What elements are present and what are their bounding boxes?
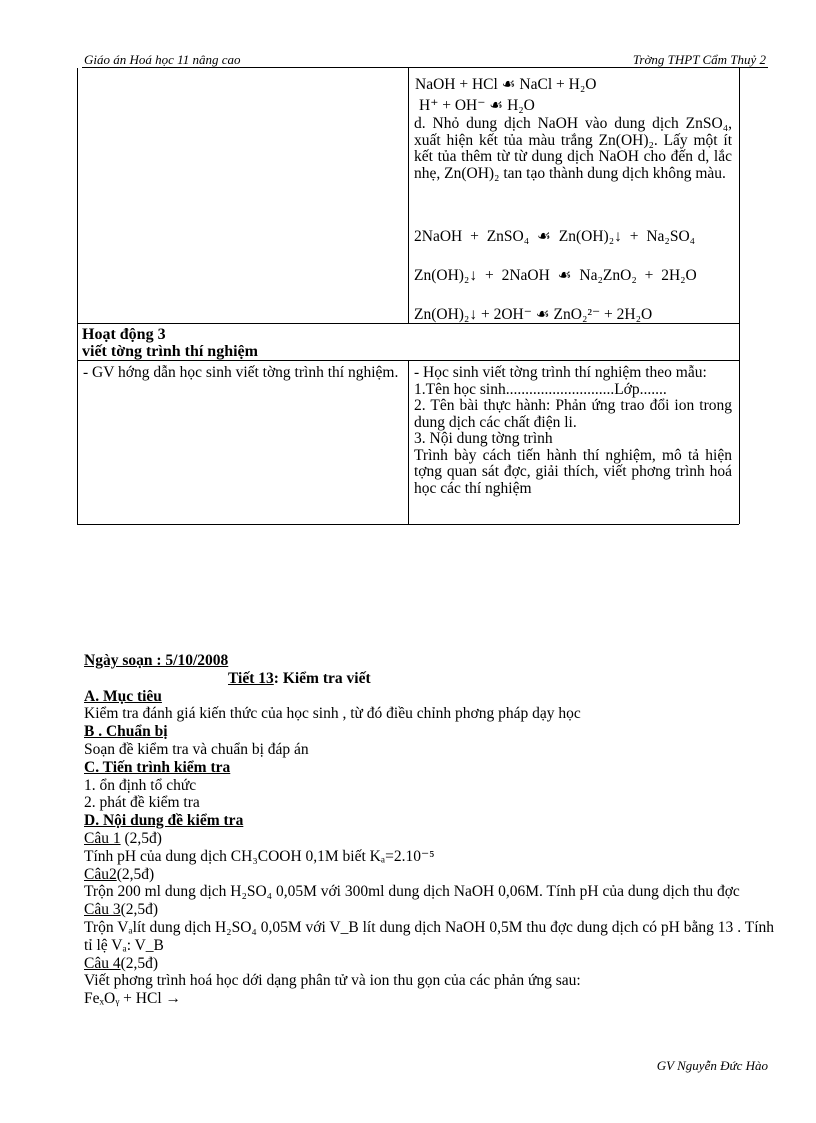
question-2-points: (2,5đ) xyxy=(116,865,155,883)
student-line: 1.Tên học sinh............................Lớp....... xyxy=(414,380,667,398)
section-c-item-1: 1. ổn định tổ chức xyxy=(84,776,197,794)
paragraph-d-text: d. Nhỏ dung dịch NaOH vào dung dịch ZnSO₄, xuất hiện kết tủa màu trắng Zn(OH)₂. Lấy một ít kết tủa thêm từ từ dung dịch NaOH cho đến d, lắc nhẹ, Zn(OH)₂ tan tạo thành dung dịch không màu. xyxy=(414,115,732,182)
question-3-label: Câu 3 xyxy=(84,901,121,919)
question-2-header xyxy=(84,866,774,884)
equation-text: 2NaOH + ZnSO₄ ☙ Zn(OH)₂↓ + Na₂SO₄ xyxy=(414,228,696,245)
section-c-heading: C. Tiến trình kiểm tra xyxy=(84,758,231,776)
table-rule-bottom xyxy=(77,524,739,525)
equation-text: Zn(OH)₂↓ + 2OH⁻ ☙ ZnO₂²⁻ + 2H₂O xyxy=(414,307,653,323)
equation-znoh2-oh xyxy=(414,307,732,323)
question-2-text: Trộn 200 ml dung dịch H₂SO₄ 0,05M với 300ml dung dịch NaOH 0,06M. Tính pH của dung dịch thu đợc xyxy=(84,883,740,901)
lesson-title-text: : Kiểm tra viết xyxy=(273,669,371,687)
table-divider-top xyxy=(408,68,409,324)
header-left: Giáo án Hoá học 11 nâng cao xyxy=(84,52,241,67)
question-4-points: (2,5đ) xyxy=(120,954,159,972)
lesson-date: Ngày soạn : 5/10/2008 xyxy=(84,652,229,669)
equation-h-oh xyxy=(419,97,719,114)
question-4-equation: FeₓOᵧ + HCl → xyxy=(84,990,182,1008)
student-line: 2. Tên bài thực hành: Phản ứng trao đổi ion trong dung dịch các chất điện li. xyxy=(414,397,732,431)
lesson-title xyxy=(84,670,774,688)
question-1-label: Câu 1 xyxy=(84,829,121,847)
table-rule-2 xyxy=(77,360,739,361)
section-b-text: Soạn đề kiểm tra và chuẩn bị đáp án xyxy=(84,740,309,758)
question-1-text: Tính pH của dung dịch CH₃COOH 0,1M biết Kₐ=2.10⁻⁵ xyxy=(84,847,435,865)
question-3-text: Trộn Vₐlít dung dịch H₂SO₄ 0,05M với V_B lít dung dịch NaOH 0,5M thu đợc dung dịch có pH bằng 13 . Tính tỉ lệ Vₐ: V_B xyxy=(84,918,774,954)
student-activity xyxy=(414,365,732,523)
student-line: - Học sinh viết tờng trình thí nghiệm theo mẫu: xyxy=(414,365,707,381)
lesson-plan xyxy=(84,652,774,1008)
activity3-subtitle: viết tờng trình thí nghiệm xyxy=(82,343,258,360)
student-line: 3. Nội dung tờng trình xyxy=(414,430,553,447)
equation-znoh2-naoh xyxy=(414,268,732,285)
footer-author: GV Nguyễn Đức Hào xyxy=(656,1058,768,1073)
header-rule xyxy=(82,67,768,68)
question-4-label: Câu 4 xyxy=(84,954,121,972)
question-1-header xyxy=(84,830,774,848)
equation-text: Zn(OH)₂↓ + 2NaOH ☙ Na₂ZnO₂ + 2H₂O xyxy=(414,267,697,284)
question-3-points: (2,5đ) xyxy=(120,901,159,919)
teacher-activity xyxy=(83,365,401,382)
equation-naoh-znso4 xyxy=(414,229,732,246)
activity3-title: Hoạt động 3 xyxy=(82,326,166,343)
equation-text: H⁺ + OH⁻ ☙ H₂O xyxy=(419,97,535,114)
lesson-title-number: Tiết 13 xyxy=(228,669,274,687)
section-a-heading: A. Mục tiêu xyxy=(84,687,162,705)
question-4-text: Viết phơng trình hoá học dới dạng phân tử và ion thu gọn của các phản ứng sau: xyxy=(84,972,581,990)
section-a-text: Kiểm tra đánh giá kiến thức của học sinh , từ đó điều chỉnh phơng pháp dạy học xyxy=(84,705,581,723)
table-border-right xyxy=(739,68,740,524)
equation-text: NaOH + HCl ☙ NaCl + H₂O xyxy=(415,76,597,93)
teacher-activity-text: - GV hớng dẫn học sinh viết tờng trình thí nghiệm. xyxy=(83,364,399,381)
header-right: Trờng THPT Cẩm Thuỷ 2 xyxy=(632,52,766,67)
student-line: Trình bày cách tiến hành thí nghiệm, mô tả hiện tợng quan sát đợc, giải thích, viết phơng trình hoá học các thí nghiệm xyxy=(414,446,732,497)
table-rule-1 xyxy=(77,323,739,324)
question-2-label: Câu2 xyxy=(84,865,117,883)
section-c-item-2: 2. phát đề kiểm tra xyxy=(84,794,200,812)
question-4-header xyxy=(84,955,774,973)
question-3-header xyxy=(84,901,774,919)
section-b-heading: B . Chuẩn bị xyxy=(84,723,168,741)
table-border-left xyxy=(77,68,78,524)
table-divider-bottom xyxy=(408,360,409,524)
paragraph-d xyxy=(414,116,732,182)
equation-naoh-hcl xyxy=(415,76,733,93)
section-d-heading: D. Nội dung đề kiểm tra xyxy=(84,812,244,830)
question-1-points: (2,5đ) xyxy=(120,829,162,847)
